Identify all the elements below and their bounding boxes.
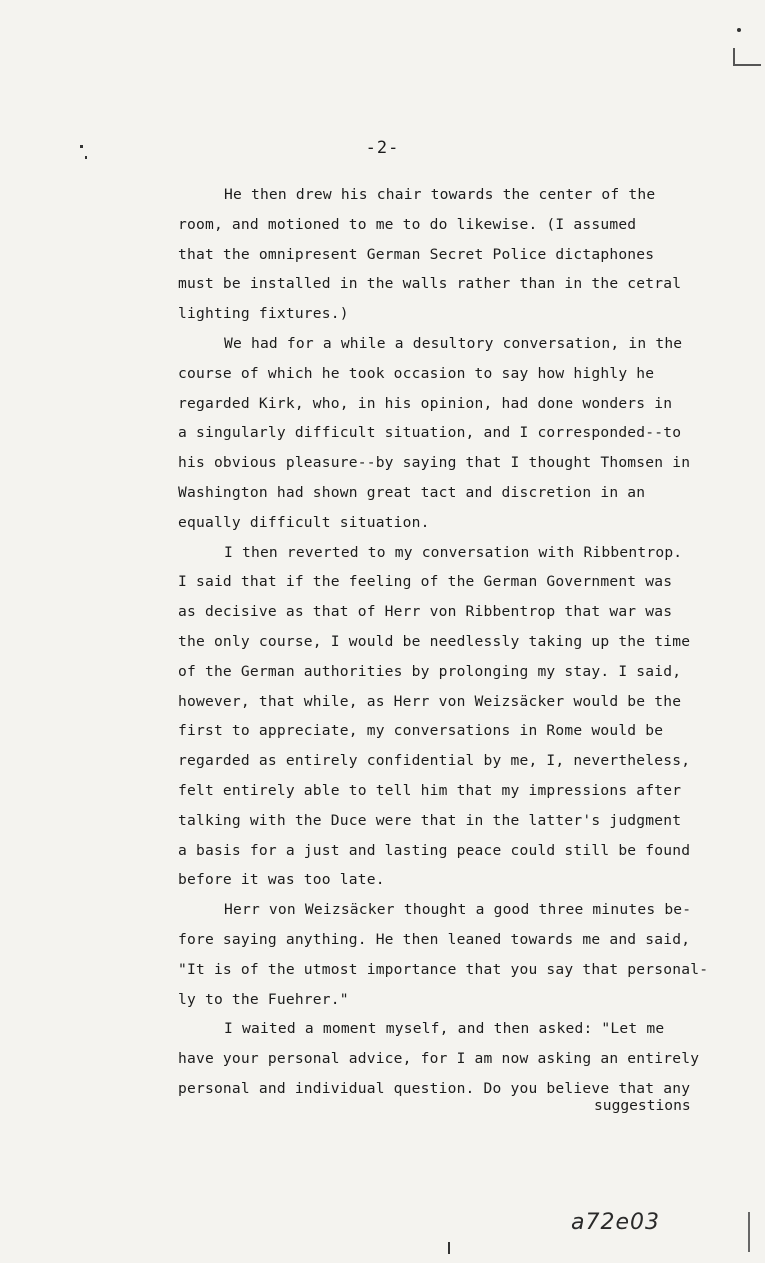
handwritten-note: a72e03 [571, 1210, 661, 1235]
text-line: first to appreciate, my conversations in Rome would be [178, 722, 664, 740]
text-line: a singularly difficult situation, and I corresponded--to [178, 424, 682, 442]
text-line: We had for a while a desultory conversation, in the [224, 334, 683, 352]
text-line: regarded Kirk, who, in his opinion, had done wonders in [178, 394, 673, 412]
text-line: equally difficult situation. [178, 513, 430, 531]
corner-mark [733, 48, 761, 66]
text-line: as decisive as that of Herr von Ribbentrop that war was [178, 603, 673, 621]
text-line: must be installed in the walls rather than in the cetral [178, 275, 682, 293]
text-line: talking with the Duce were that in the latter's judgment [178, 811, 682, 829]
text-line: course of which he took occasion to say how highly he [178, 364, 655, 382]
text-line: "It is of the utmost importance that you say that personal- [178, 960, 709, 978]
text-line: the only course, I would be needlessly taking up the time [178, 632, 691, 650]
text-line: however, that while, as Herr von Weizsäcker would be the [178, 692, 682, 710]
text-line: fore saying anything. He then leaned towards me and said, [178, 930, 691, 948]
text-line: before it was too late. [178, 871, 385, 889]
text-line: have your personal advice, for I am now asking an entirely [178, 1050, 700, 1068]
page-number: -2- [365, 138, 400, 158]
text-line: a basis for a just and lasting peace could still be found [178, 841, 691, 859]
text-line: I then reverted to my conversation with Ribbentrop. [224, 543, 683, 561]
edge-mark [748, 1212, 750, 1252]
text-line: Washington had shown great tact and discretion in an [178, 483, 646, 501]
text-line: I waited a moment myself, and then asked: "Let me [224, 1020, 665, 1038]
text-line: personal and individual question. Do you believe that any [178, 1079, 691, 1097]
ink-speck [448, 1242, 450, 1254]
letter-body [178, 180, 718, 1104]
text-line: that the omnipresent German Secret Police dictaphones [178, 245, 655, 263]
text-line: regarded as entirely confidential by me, I, nevertheless, [178, 752, 691, 770]
text-line: felt entirely able to tell him that my impressions after [178, 781, 682, 799]
text-line: I said that if the feeling of the German Government was [178, 573, 673, 591]
text-line: lighting fixtures.) [178, 305, 349, 323]
text-line: Herr von Weizsäcker thought a good three minutes be- [224, 901, 692, 919]
catchword: suggestions [594, 1097, 691, 1114]
text-line: his obvious pleasure--by saying that I thought Thomsen in [178, 454, 691, 472]
text-line: ly to the Fuehrer." [178, 990, 349, 1008]
text-line: He then drew his chair towards the center of the [224, 186, 656, 203]
text-line: of the German authorities by prolonging my stay. I said, [178, 662, 682, 680]
ink-speck [737, 28, 741, 32]
text-line: room, and motioned to me to do likewise. (I assumed [178, 215, 637, 233]
